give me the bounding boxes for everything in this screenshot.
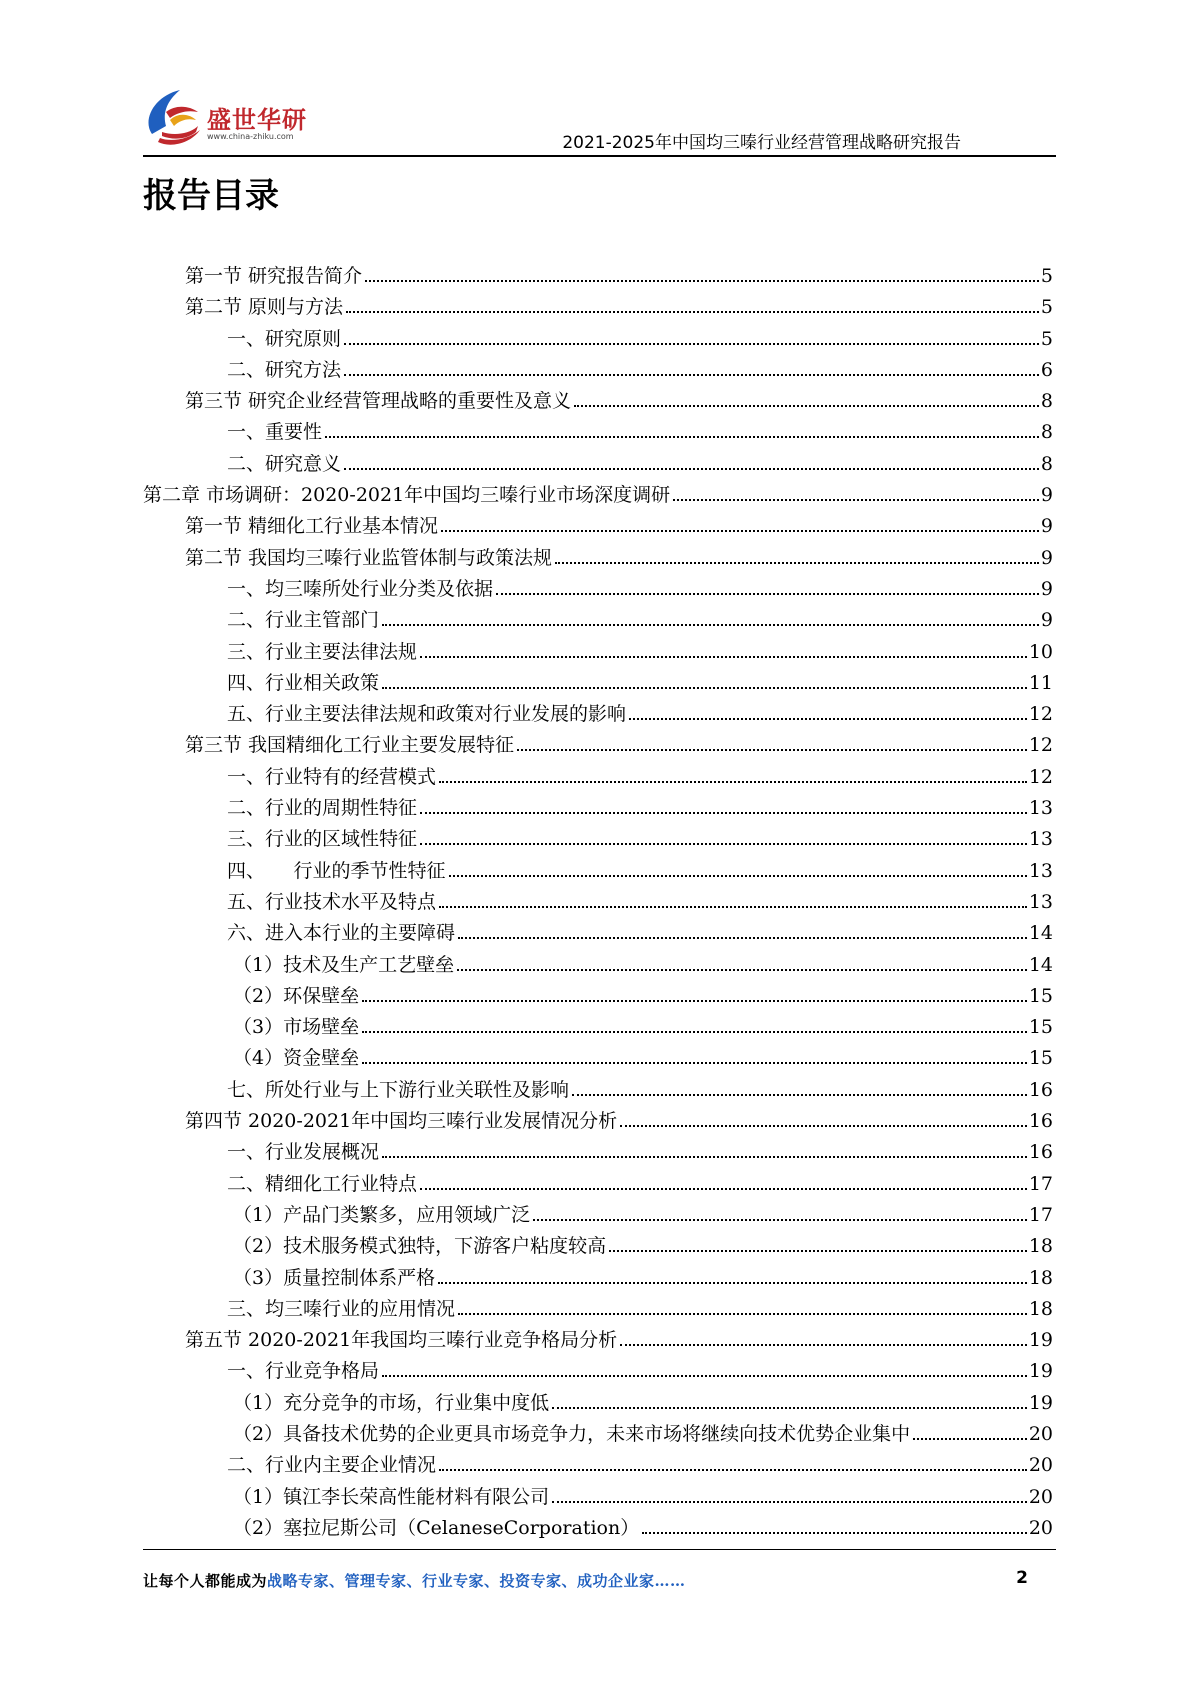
header-title: 2021-2025年中国均三嗪行业经营管理战略研究报告 bbox=[562, 133, 961, 153]
toc-entry[interactable] bbox=[143, 950, 1053, 981]
toc-dot-leader bbox=[552, 1407, 1027, 1409]
toc-entry[interactable] bbox=[143, 1482, 1053, 1513]
toc-entry-page: 17 bbox=[1028, 1203, 1053, 1226]
toc-entry-title: （2）具备技术优势的企业更具市场竞争力，未来市场将继续向技术优势企业集中 bbox=[233, 1422, 911, 1445]
toc-entry[interactable] bbox=[143, 918, 1053, 949]
toc-dot-leader bbox=[496, 593, 1039, 595]
toc-entry-page: 20 bbox=[1028, 1516, 1053, 1539]
toc-entry[interactable] bbox=[143, 1450, 1053, 1481]
toc-dot-leader bbox=[572, 1094, 1027, 1096]
toc-entry[interactable] bbox=[143, 668, 1053, 699]
toc-entry-title: 第一节 研究报告简介 bbox=[185, 265, 363, 287]
toc-dot-leader bbox=[362, 1062, 1027, 1064]
toc-entry-page: 17 bbox=[1028, 1172, 1053, 1195]
toc-entry-title: 三、行业的区域性特征 bbox=[227, 828, 418, 851]
toc-entry[interactable] bbox=[143, 981, 1053, 1012]
toc-entry-page: 13 bbox=[1028, 859, 1053, 882]
toc-entry-page: 5 bbox=[1040, 327, 1053, 350]
toc-entry-title: 四、行业相关政策 bbox=[227, 671, 380, 694]
toc-entry[interactable] bbox=[143, 1169, 1053, 1200]
toc-entry-title: 第四节 2020-2021年中国均三嗪行业发展情况分析 bbox=[185, 1110, 618, 1133]
toc-entry-page: 16 bbox=[1028, 1078, 1053, 1101]
toc-entry-title: （3）质量控制体系严格 bbox=[233, 1266, 436, 1289]
toc-dot-leader bbox=[620, 1344, 1027, 1346]
toc-entry[interactable] bbox=[143, 856, 1053, 887]
toc-entry-title: （2）塞拉尼斯公司（CelaneseCorporation） bbox=[233, 1516, 640, 1539]
toc-entry-title: 二、行业内主要企业情况 bbox=[227, 1454, 437, 1477]
toc-entry[interactable] bbox=[143, 1263, 1053, 1294]
toc-entry-page: 13 bbox=[1028, 797, 1053, 820]
toc-entry[interactable] bbox=[143, 824, 1053, 855]
toc-entry-page: 19 bbox=[1028, 1329, 1053, 1352]
toc-entry-page: 12 bbox=[1028, 734, 1053, 757]
toc-entry-title: 第一节 精细化工行业基本情况 bbox=[185, 515, 439, 538]
toc-entry-title: 第二节 我国均三嗪行业监管体制与政策法规 bbox=[185, 546, 553, 569]
toc-entry-title: 第二章 市场调研：2020-2021年中国均三嗪行业市场深度调研 bbox=[143, 484, 671, 507]
toc-entry-title: （2）环保壁垒 bbox=[233, 984, 360, 1007]
toc-entry[interactable] bbox=[143, 1513, 1053, 1544]
toc-dot-leader bbox=[439, 781, 1027, 783]
toc-entry-title: 一、行业发展概况 bbox=[227, 1141, 380, 1164]
toc-entry-title: 二、研究意义 bbox=[227, 452, 342, 475]
toc-entry[interactable] bbox=[143, 1200, 1053, 1231]
toc-entry-title: 五、行业主要法律法规和政策对行业发展的影响 bbox=[227, 703, 627, 726]
toc-dot-leader bbox=[439, 1469, 1027, 1471]
toc-entry[interactable] bbox=[143, 574, 1053, 605]
toc-entry[interactable] bbox=[143, 261, 1053, 292]
toc-entry-title: 第五节 2020-2021年我国均三嗪行业竞争格局分析 bbox=[185, 1329, 618, 1352]
toc-entry-title: 一、研究原则 bbox=[227, 327, 342, 350]
toc-dot-leader bbox=[344, 374, 1039, 376]
toc-entry[interactable] bbox=[143, 1294, 1053, 1325]
toc-entry[interactable] bbox=[143, 511, 1053, 542]
toc-entry-title: 五、行业技术水平及特点 bbox=[227, 890, 437, 913]
toc-dot-leader bbox=[517, 749, 1027, 751]
toc-entry-title: （4）资金壁垒 bbox=[233, 1047, 360, 1070]
toc-dot-leader bbox=[362, 1000, 1027, 1002]
toc-dot-leader bbox=[382, 624, 1039, 626]
toc-entry[interactable] bbox=[143, 1419, 1053, 1450]
toc-entry-page: 16 bbox=[1028, 1110, 1053, 1133]
toc-entry-page: 12 bbox=[1028, 765, 1053, 788]
toc-entry-page: 15 bbox=[1028, 1047, 1053, 1070]
toc-dot-leader bbox=[913, 1438, 1027, 1440]
toc-dot-leader bbox=[457, 969, 1027, 971]
toc-dot-leader bbox=[533, 1219, 1027, 1221]
toc-entry-page: 13 bbox=[1028, 828, 1053, 851]
toc-entry-page: 11 bbox=[1028, 671, 1053, 694]
toc-entry-page: 15 bbox=[1028, 1016, 1053, 1039]
toc-entry-page: 5 bbox=[1040, 296, 1053, 319]
toc-entry-title: 三、均三嗪行业的应用情况 bbox=[227, 1297, 456, 1320]
toc-dot-leader bbox=[362, 1031, 1027, 1033]
table-of-contents bbox=[143, 261, 1053, 1544]
toc-entry[interactable] bbox=[143, 386, 1053, 417]
toc-dot-leader bbox=[325, 436, 1039, 438]
toc-entry-page: 8 bbox=[1040, 452, 1053, 475]
toc-dot-leader bbox=[382, 1375, 1027, 1377]
toc-dot-leader bbox=[574, 405, 1039, 407]
toc-dot-leader bbox=[382, 687, 1027, 689]
toc-entry-title: 第三节 研究企业经营管理战略的重要性及意义 bbox=[185, 390, 572, 413]
toc-entry-page: 20 bbox=[1028, 1422, 1053, 1445]
toc-entry-page: 9 bbox=[1040, 577, 1053, 600]
toc-dot-leader bbox=[552, 1501, 1027, 1503]
toc-dot-leader bbox=[438, 1282, 1027, 1284]
toc-entry[interactable] bbox=[143, 1356, 1053, 1387]
toc-entry-page: 5 bbox=[1040, 265, 1053, 287]
toc-entry[interactable] bbox=[143, 324, 1053, 355]
toc-entry[interactable] bbox=[143, 637, 1053, 668]
toc-entry-title: （1）充分竞争的市场，行业集中度低 bbox=[233, 1391, 550, 1414]
toc-entry-title: （1）技术及生产工艺壁垒 bbox=[233, 953, 455, 976]
page-number: 2 bbox=[1016, 1568, 1028, 1588]
toc-dot-leader bbox=[420, 812, 1027, 814]
toc-entry[interactable] bbox=[143, 292, 1053, 323]
logo-url: www.china-zhiku.com bbox=[207, 132, 294, 141]
toc-entry-page: 12 bbox=[1028, 703, 1053, 726]
toc-dot-leader bbox=[441, 530, 1039, 532]
toc-dot-leader bbox=[346, 311, 1039, 313]
footer-slogan-prefix: 让每个人都能成为 bbox=[143, 1572, 268, 1590]
toc-entry-page: 10 bbox=[1028, 640, 1053, 663]
toc-entry-title: （1）镇江李长荣高性能材料有限公司 bbox=[233, 1485, 550, 1508]
toc-entry-page: 16 bbox=[1028, 1141, 1053, 1164]
toc-dot-leader bbox=[365, 280, 1039, 282]
toc-entry[interactable] bbox=[143, 1106, 1053, 1137]
toc-entry-page: 9 bbox=[1040, 484, 1053, 507]
toc-entry-page: 18 bbox=[1028, 1266, 1053, 1289]
toc-entry-title: 第三节 我国精细化工行业主要发展特征 bbox=[185, 734, 515, 757]
toc-entry[interactable] bbox=[143, 1231, 1053, 1262]
logo-name: 盛世华研 bbox=[207, 106, 307, 134]
toc-dot-leader bbox=[439, 906, 1027, 908]
toc-entry-page: 20 bbox=[1028, 1485, 1053, 1508]
toc-entry-title: 三、行业主要法律法规 bbox=[227, 640, 418, 663]
toc-entry-page: 9 bbox=[1040, 515, 1053, 538]
toc-dot-leader bbox=[673, 499, 1039, 501]
toc-entry-title: 二、行业主管部门 bbox=[227, 609, 380, 632]
footer-divider bbox=[143, 1549, 1056, 1550]
toc-entry[interactable] bbox=[143, 730, 1053, 761]
toc-entry-page: 13 bbox=[1028, 890, 1053, 913]
toc-entry[interactable] bbox=[143, 1325, 1053, 1356]
toc-entry-title: 一、行业特有的经营模式 bbox=[227, 765, 437, 788]
toc-entry[interactable] bbox=[143, 1075, 1053, 1106]
toc-entry-title: 六、进入本行业的主要障碍 bbox=[227, 922, 456, 945]
toc-entry-page: 8 bbox=[1040, 421, 1053, 444]
toc-dot-leader bbox=[449, 875, 1027, 877]
toc-entry-page: 19 bbox=[1028, 1391, 1053, 1414]
toc-entry[interactable] bbox=[143, 699, 1053, 730]
toc-entry-page: 6 bbox=[1040, 358, 1053, 381]
toc-dot-leader bbox=[344, 343, 1039, 345]
header-divider bbox=[143, 155, 1056, 157]
toc-entry[interactable] bbox=[143, 887, 1053, 918]
toc-entry[interactable] bbox=[143, 543, 1053, 574]
toc-entry-page: 8 bbox=[1040, 390, 1053, 413]
toc-dot-leader bbox=[420, 1188, 1027, 1190]
footer-slogan-highlight: 战略专家、管理专家、行业专家、投资专家、成功企业家…… bbox=[267, 1572, 686, 1590]
toc-dot-leader bbox=[642, 1532, 1027, 1534]
footer-slogan bbox=[143, 1570, 686, 1591]
toc-entry[interactable] bbox=[143, 480, 1053, 511]
toc-entry-page: 18 bbox=[1028, 1235, 1053, 1258]
toc-entry-title: 二、行业的周期性特征 bbox=[227, 797, 418, 820]
toc-entry-page: 18 bbox=[1028, 1297, 1053, 1320]
toc-entry-title: （3）市场壁垒 bbox=[233, 1016, 360, 1039]
toc-entry[interactable] bbox=[143, 449, 1053, 480]
toc-entry[interactable] bbox=[143, 1012, 1053, 1043]
toc-dot-leader bbox=[629, 718, 1027, 720]
toc-entry-title: （2）技术服务模式独特，下游客户粘度较高 bbox=[233, 1235, 607, 1258]
toc-dot-leader bbox=[555, 562, 1039, 564]
toc-entry-title: 二、精细化工行业特点 bbox=[227, 1172, 418, 1195]
toc-dot-leader bbox=[458, 1313, 1027, 1315]
toc-entry-page: 15 bbox=[1028, 984, 1053, 1007]
toc-entry[interactable] bbox=[143, 1388, 1053, 1419]
toc-entry-page: 14 bbox=[1028, 922, 1053, 945]
toc-entry-title: 二、研究方法 bbox=[227, 358, 342, 381]
toc-entry[interactable] bbox=[143, 1043, 1053, 1074]
toc-entry-page: 9 bbox=[1040, 609, 1053, 632]
toc-entry[interactable] bbox=[143, 417, 1053, 448]
toc-dot-leader bbox=[620, 1125, 1027, 1127]
toc-entry-title: 一、重要性 bbox=[227, 421, 323, 444]
toc-dot-leader bbox=[420, 656, 1027, 658]
toc-dot-leader bbox=[609, 1250, 1027, 1252]
toc-entry-title: 第二节 原则与方法 bbox=[185, 296, 344, 319]
toc-entry-page: 19 bbox=[1028, 1360, 1053, 1383]
toc-entry[interactable] bbox=[143, 1137, 1053, 1168]
toc-entry[interactable] bbox=[143, 605, 1053, 636]
toc-entry[interactable] bbox=[143, 762, 1053, 793]
toc-entry-page: 20 bbox=[1028, 1454, 1053, 1477]
toc-dot-leader bbox=[420, 843, 1027, 845]
toc-entry-page: 9 bbox=[1040, 546, 1053, 569]
toc-dot-leader bbox=[382, 1156, 1027, 1158]
toc-entry-title: （1）产品门类繁多，应用领域广泛 bbox=[233, 1203, 531, 1226]
toc-dot-leader bbox=[344, 468, 1039, 470]
toc-entry[interactable] bbox=[143, 793, 1053, 824]
toc-entry-page: 14 bbox=[1028, 953, 1053, 976]
page-title: 报告目录 bbox=[143, 176, 279, 216]
toc-entry-title: 七、所处行业与上下游行业关联性及影响 bbox=[227, 1078, 570, 1101]
toc-entry-title: 四、 行业的季节性特征 bbox=[227, 859, 446, 882]
toc-entry-title: 一、行业竞争格局 bbox=[227, 1360, 380, 1383]
toc-entry[interactable] bbox=[143, 355, 1053, 386]
toc-entry-title: 一、均三嗪所处行业分类及依据 bbox=[227, 577, 494, 600]
toc-dot-leader bbox=[458, 937, 1027, 939]
